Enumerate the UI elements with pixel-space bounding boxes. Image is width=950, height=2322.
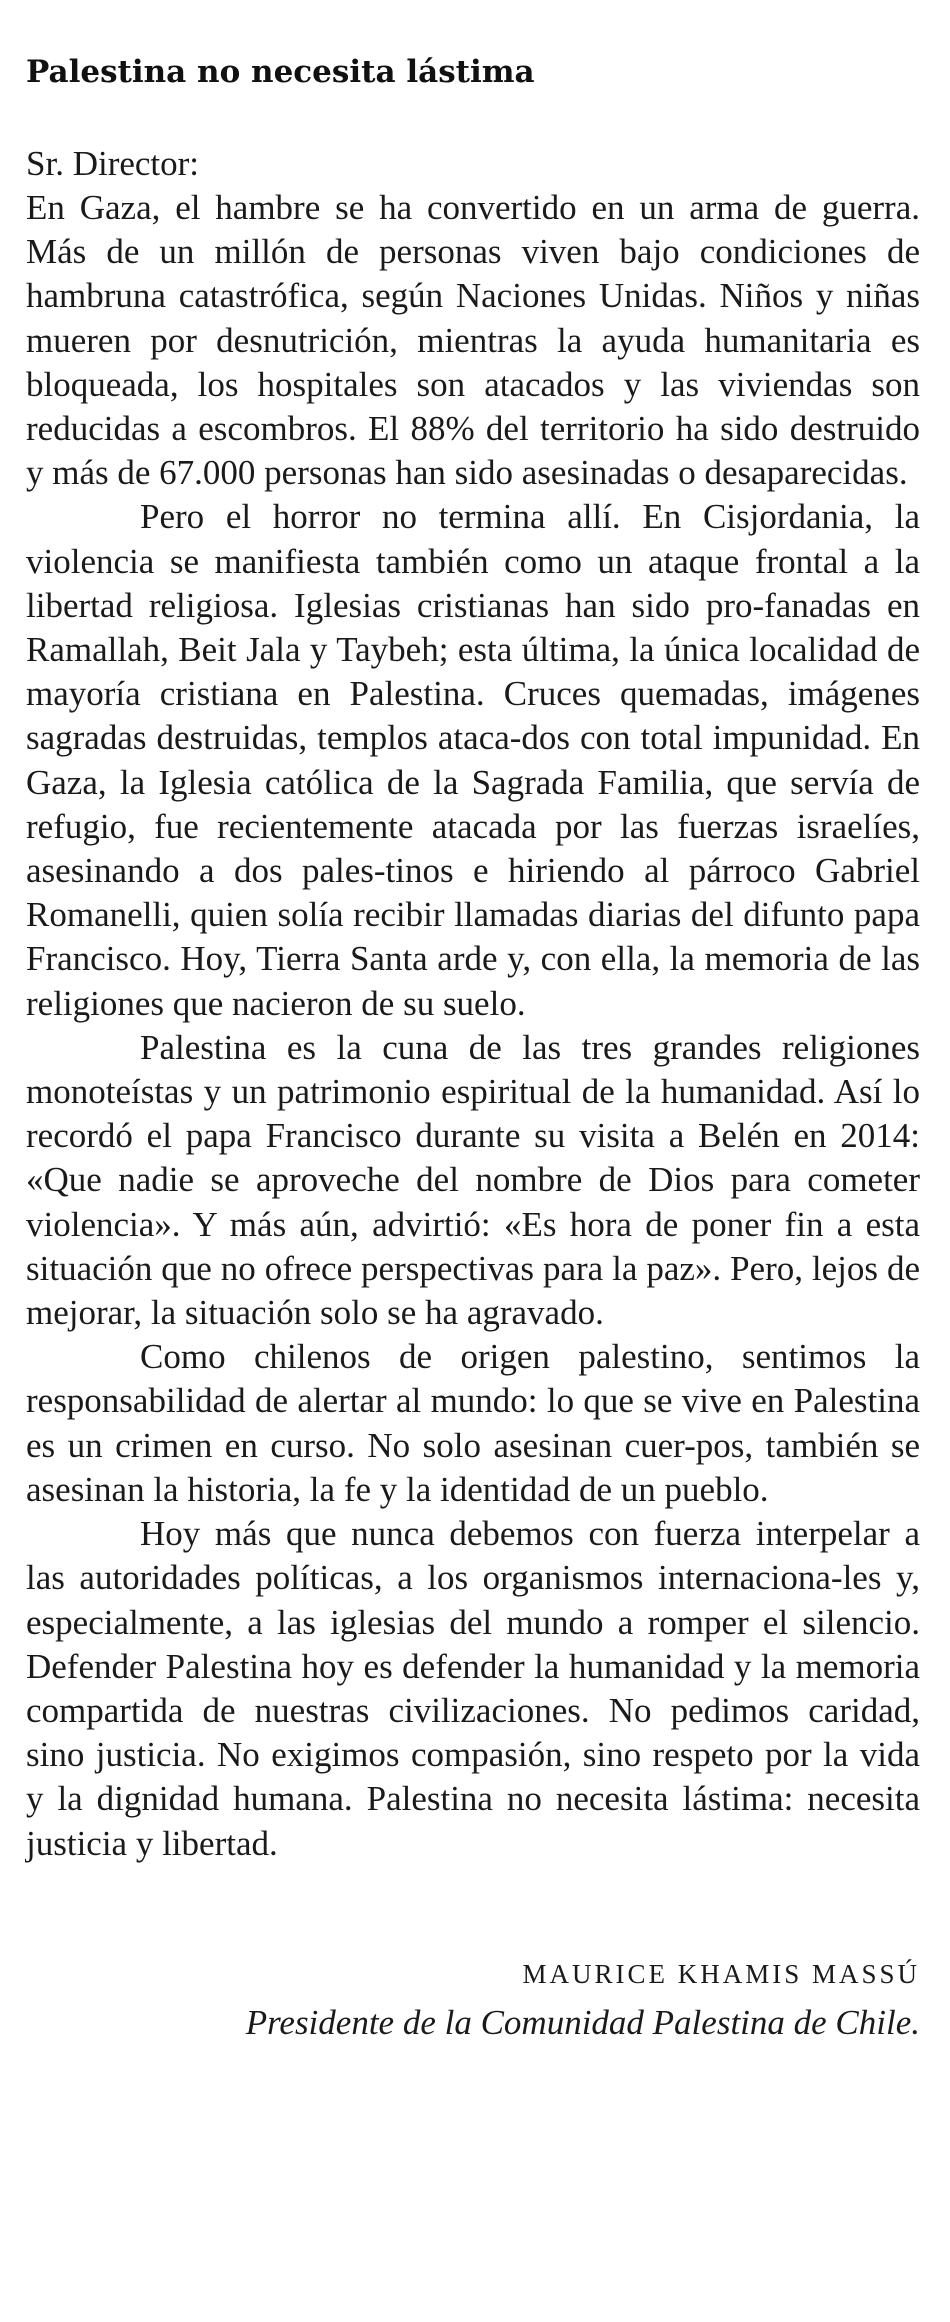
letter-salutation: Sr. Director: [26,144,200,183]
letter-paragraph-3: Palestina es la cuna de las tres grandes religiones monoteístas y un patrimonio espiritual de la humanidad. Así lo recordó el papa Francisco durante su visita a Belén en 2014: «Que nadie se aproveche del nombre de Dios para cometer violencia». Y más aún, advirtió: «Es hora de poner fin a esta situación que no ofrece perspectivas para la paz». Pero, lejos de mejorar, la situación solo se ha agravado. [26,1027,920,1333]
letter-paragraph-5: Hoy más que nunca debemos con fuerza interpelar a las autoridades políticas, a los organismos internaciona-les y, especialmente, a las iglesias del mundo a romper el silencio. Defender Palestina hoy es defender la humanidad y la memoria compartida de nuestras civilizaciones. No pedimos caridad, sino justicia. No exigimos compasión, sino respeto por la vida y la dignidad humana. Palestina no necesita lástima: necesita justicia y libertad. [26,1514,920,1863]
signature-name: MAURICE KHAMIS MASSÚ [522,1958,920,1989]
letter-paragraph-2: Pero el horror no termina allí. En Cisjordania, la violencia se manifiesta también como un ataque frontal a la libertad religiosa. Iglesias cristianas han sido pro-fanadas en Ramallah, Beit Jala y Taybeh; esta última, la única localidad de mayoría cristiana en Palestina. Cruces quemadas, imágenes sagradas destruidas, templos ataca-dos con total impunidad. En Gaza, la Iglesia católica de la Sagrada Familia, que servía de refugio, fue recientemente atacada por las fuerzas israelíes, asesinando a dos pales-tinos e hiriendo al párroco Gabriel Romanelli, quien solía recibir llamadas diarias del difunto papa Francisco. Hoy, Tierra Santa arde y, con ella, la memoria de las religiones que nacieron de su suelo. [26,497,920,1023]
letter-title: Palestina no necesita lástima [26,54,535,90]
letter-paragraph-4: Como chilenos de origen palestino, sentimos la responsabilidad de alertar al mundo: lo que se vive en Palestina es un crimen en curso. No solo asesinan cuer-pos, también se asesinan la historia, la fe y la identidad de un pueblo. [26,1337,920,1509]
signature-role: Presidente de la Comunidad Palestina de Chile. [245,2002,920,2042]
letter-signature [26,1954,920,2048]
letter-paragraph-1: En Gaza, el hambre se ha convertido en un arma de guerra. Más de un millón de personas viven bajo condiciones de hambruna catastrófica, según Naciones Unidas. Niños y niñas mueren por desnutrición, mientras la ayuda humanitaria es bloqueada, los hospitales son atacados y las viviendas son reducidas a escombros. El 88% del territorio ha sido destruido y más de 67.000 personas han sido asesinadas o desaparecidas. [26,188,920,493]
